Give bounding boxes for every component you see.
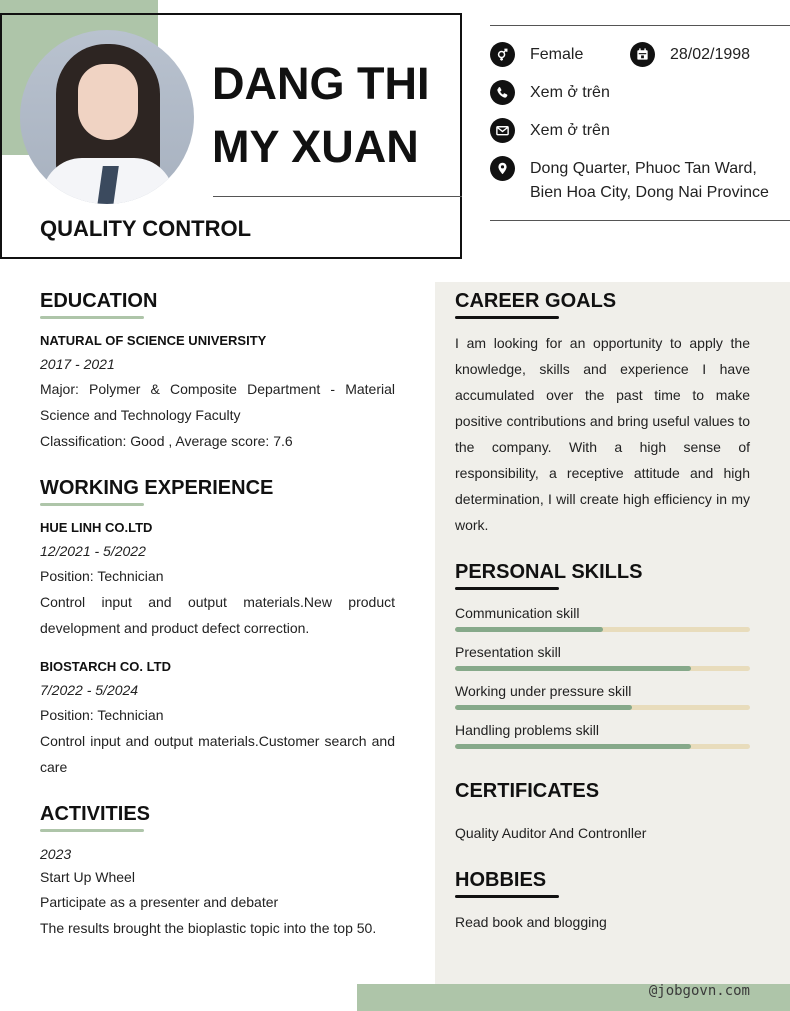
dob-text: 28/02/1998: [670, 46, 751, 63]
job-company: HUE LINH CO.LTD: [40, 520, 153, 535]
job-title: QUALITY CONTROL: [40, 216, 252, 241]
job-period: 12/2021 - 5/2022: [40, 543, 146, 559]
education-classification: Classification: Good , Average score: 7.6: [40, 433, 293, 449]
hobbies-underline: [455, 895, 559, 898]
skills-heading: PERSONAL SKILLS: [455, 561, 643, 583]
phone-text: Xem ở trên: [530, 84, 610, 101]
skill-bar: [455, 705, 750, 710]
activity-result: The results brought the bioplastic topic into the top 50.: [40, 920, 377, 936]
job-period: 7/2022 - 5/2024: [40, 682, 139, 698]
job-position: Position: Technician: [40, 568, 164, 584]
activity-year: 2023: [40, 846, 72, 862]
name-divider: [213, 196, 462, 197]
education-period: 2017 - 2021: [40, 356, 115, 372]
certificate-item: Quality Auditor And Contronller: [455, 825, 647, 841]
skill-bar-fill: [455, 627, 603, 632]
experience-heading: WORKING EXPERIENCE: [40, 477, 274, 499]
job-description: Control input and output materials.Customer search and care: [40, 733, 395, 775]
activity-title: Start Up Wheel: [40, 869, 135, 885]
address-text: Dong Quarter, Phuoc Tan Ward, Bien Hoa City, Dong Nai Province: [530, 160, 769, 201]
career-text: I am looking for an opportunity to apply the knowledge, skills and experience I have accumulated over the past time to make positive contributions and bring useful values to the company. With a high sense of responsibility, a receptive attitude and high determination, I will create high efficiency in my work.: [455, 335, 750, 533]
skill-label: Working under pressure skill: [455, 683, 632, 699]
footer-brand: @jobgovn.com: [648, 983, 750, 999]
hobbies-heading: HOBBIES: [455, 869, 547, 891]
activities-underline: [40, 829, 144, 832]
skill-label: Communication skill: [455, 605, 580, 621]
education-major: Major: Polymer & Composite Department - Material Science and Technology Faculty: [40, 381, 395, 423]
skills-underline: [455, 587, 559, 590]
activity-detail: Participate as a presenter and debater: [40, 894, 279, 910]
hobbies-text: Read book and blogging: [455, 914, 607, 930]
skill-bar-fill: [455, 744, 691, 749]
skill-bar-fill: [455, 666, 691, 671]
education-school: NATURAL OF SCIENCE UNIVERSITY: [40, 333, 267, 348]
gender-text: Female: [530, 46, 584, 63]
skill-bar: [455, 666, 750, 671]
location-icon: [490, 156, 515, 181]
phone-icon: [490, 80, 515, 105]
skill-bar: [455, 627, 750, 632]
skill-label: Presentation skill: [455, 644, 561, 660]
skill-label: Handling problems skill: [455, 722, 599, 738]
skill-bar-fill: [455, 705, 632, 710]
gender-icon: [490, 42, 515, 67]
name-line-1: DANG THI: [212, 58, 430, 109]
calendar-icon: [630, 42, 655, 67]
education-underline: [40, 316, 144, 319]
job-description: Control input and output materials.New product development and product defect correction.: [40, 594, 395, 636]
contact-top-divider: [490, 25, 790, 26]
mail-icon: [490, 118, 515, 143]
profile-photo: [20, 30, 194, 204]
candidate-name: [212, 52, 452, 178]
skill-bar: [455, 744, 750, 749]
contact-bottom-divider: [490, 220, 790, 221]
name-line-2: MY XUAN: [212, 121, 419, 172]
career-underline: [455, 316, 559, 319]
career-heading: CAREER GOALS: [455, 290, 617, 312]
job-position: Position: Technician: [40, 707, 164, 723]
email-text: Xem ở trên: [530, 122, 610, 139]
education-heading: EDUCATION: [40, 290, 158, 312]
job-company: BIOSTARCH CO. LTD: [40, 659, 171, 674]
activities-heading: ACTIVITIES: [40, 803, 151, 825]
experience-underline: [40, 503, 144, 506]
certificates-heading: CERTIFICATES: [455, 780, 600, 802]
